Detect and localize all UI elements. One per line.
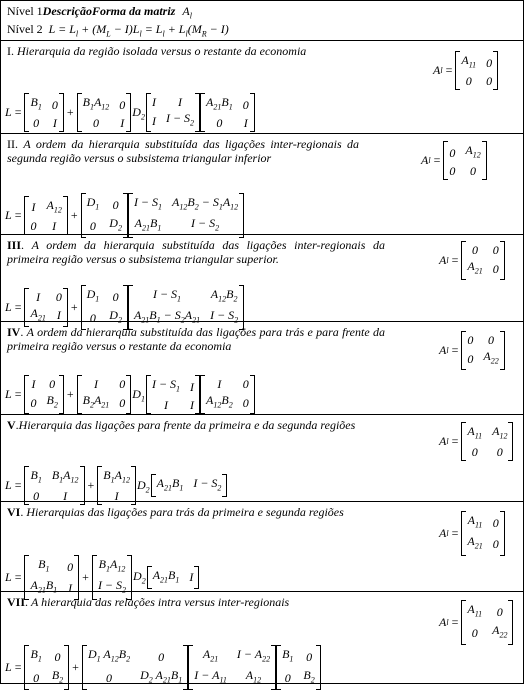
matrix-cell: 0 [492, 537, 499, 552]
section-1-title: I. Hierarquia da região isolada versus o restante da economia [7, 44, 307, 58]
matrix-cell: 0 [465, 74, 472, 89]
section-6-title: VI. Hierarquias das ligações para trás da primeira e segunda regiões [7, 505, 344, 519]
matrix-cell: 0 [467, 351, 474, 366]
section-6-al-matrix: A l = $A_{11}$ 0 $A_{21}$ 0 [439, 511, 505, 556]
row-divider [1, 321, 523, 322]
section-5-title: V.Hierarquia das ligações para frente da primeira e da segunda regiões [7, 418, 356, 432]
section-3-al-matrix: A l = 0 0 $A_{21}$ 0 [439, 241, 505, 280]
row-divider [1, 234, 523, 235]
section-4-al-matrix: A l = 0 0 0 $A_{22}$ [439, 331, 505, 370]
header-line-1: Nível 1DescriçãoForma da matriz $A_l$ [7, 4, 192, 21]
matrix-cell: 0 [492, 261, 499, 276]
matrix-cell: 0 [488, 333, 495, 347]
matrix-cell: $A_{21}$ [467, 534, 483, 551]
section-1-l-equation: L = $B_1$ 0 0 I + $B_1A_{12}$ 0 0 I $D_2$ I I I $I - S_2$ $A_{21}B_1$ 0 0 I [5, 93, 255, 132]
matrix-cell: 0 [449, 145, 456, 160]
header-line-2: Nível 2 $L = L_l + (M_L - I)L_l = L_l + L_l(M_R - I)$ [7, 22, 229, 39]
row-divider [1, 414, 523, 415]
row-divider [1, 501, 523, 502]
matrix-cell: 0 [492, 515, 499, 530]
matrix-cell: $A_{22}$ [492, 623, 508, 640]
matrix-cell: $A_{12}$ [465, 143, 481, 160]
matrix-cell: 0 [472, 243, 479, 257]
matrix-cell: 0 [470, 164, 477, 179]
section-1-al-matrix: A l = $A_{11}$ 0 0 0 [433, 51, 498, 90]
matrix-cell: $A_{11}$ [461, 53, 477, 70]
section-6-l-equation: L = $B_1$ 0 $A_{21}B_1$ I + $B_1A_{12}$ $I - S_2$ $D_2$ $A_{21}B_1$ I [5, 555, 199, 600]
section-3-title: III. A ordem da hierarquia substituída das ligações inter-regionais da primeira região versus o subsistema triangular superior. [7, 238, 385, 266]
matrix-cell: 0 [471, 445, 478, 460]
row-divider [1, 40, 523, 41]
section-4-title: IV. A ordem da hierarquia substituída das ligações para trás e para frente da primeira região versus o restante da economia [7, 325, 385, 353]
row-divider [1, 591, 523, 592]
matrix-cell: 0 [492, 243, 499, 257]
matrix-cell: $A_{21}$ [467, 259, 483, 276]
matrix-cell: 0 [496, 445, 503, 460]
matrix-cell: 0 [486, 55, 493, 70]
section-5-l-equation: L = $B_1$ $B_1A_{12}$ 0 I + $B_1A_{12}$ I $D_2$ $A_{21}B_1$ $I - S_2$ [5, 466, 227, 505]
matrix-cell: 0 [467, 333, 474, 347]
matrix-cell: $A_{22}$ [483, 349, 499, 366]
section-3-l-equation: L = I 0 $A_{21}$ I + $D_1$ 0 0 $D_2$ $I - S_1$ $A_{12}B_2$ $A_{21}B_1 - S_2A_{21}$ $I - S_2$ [5, 285, 244, 330]
section-4-l-equation: L = I 0 0 $B_2$ + I 0 $B_2A_{21}$ 0 $D_1$ $I - S_1$ I I I I 0 $A_{12}B_2$ 0 [5, 375, 255, 414]
matrix-cell: $A_{12}$ [492, 424, 508, 441]
matrix-cell: 0 [449, 164, 456, 179]
section-5-al-matrix: A l = $A_{11}$ $A_{12}$ 0 0 [439, 422, 513, 461]
matrix-cell: $A_{11}$ [467, 513, 483, 530]
section-7-title: VII. A hierarquia das relações intra versus inter-regionais [7, 595, 290, 609]
section-2-title: II. A ordem da hierarquia substituída das ligações inter-regionais da segunda região versus o subsistema triangular inferior [7, 137, 360, 165]
row-divider [1, 133, 523, 134]
matrix-cell: 0 [496, 604, 503, 619]
matrix-cell: $A_{11}$ [467, 424, 483, 441]
matrix-cell: 0 [471, 626, 478, 641]
section-7-l-equation: L = $B_1$ 0 0 $B_2$ + $D_1$ $A_{12}B_2$ 0 0 $D_2$ $A_{21}B_1$ $A_{21}$ $I - A_{22}$ $I - A_{11}$ $A_{12}$ $B_1$ 0 0 $B_2$ [5, 645, 321, 690]
matrix-cell: 0 [486, 74, 493, 89]
matrix-cell: $A_{11}$ [467, 602, 483, 619]
section-2-l-equation: L = I $A_{12}$ 0 I + $D_1$ 0 0 $D_2$ $I - S_1$ $A_{12}B_2 - S_1A_{12}$ $A_{21}B_1$ $I - S_2$ [5, 193, 244, 238]
section-7-al-matrix: A l = $A_{11}$ 0 0 $A_{22}$ [439, 600, 513, 645]
section-2-al-matrix: A l = 0 $A_{12}$ 0 0 [421, 141, 487, 180]
